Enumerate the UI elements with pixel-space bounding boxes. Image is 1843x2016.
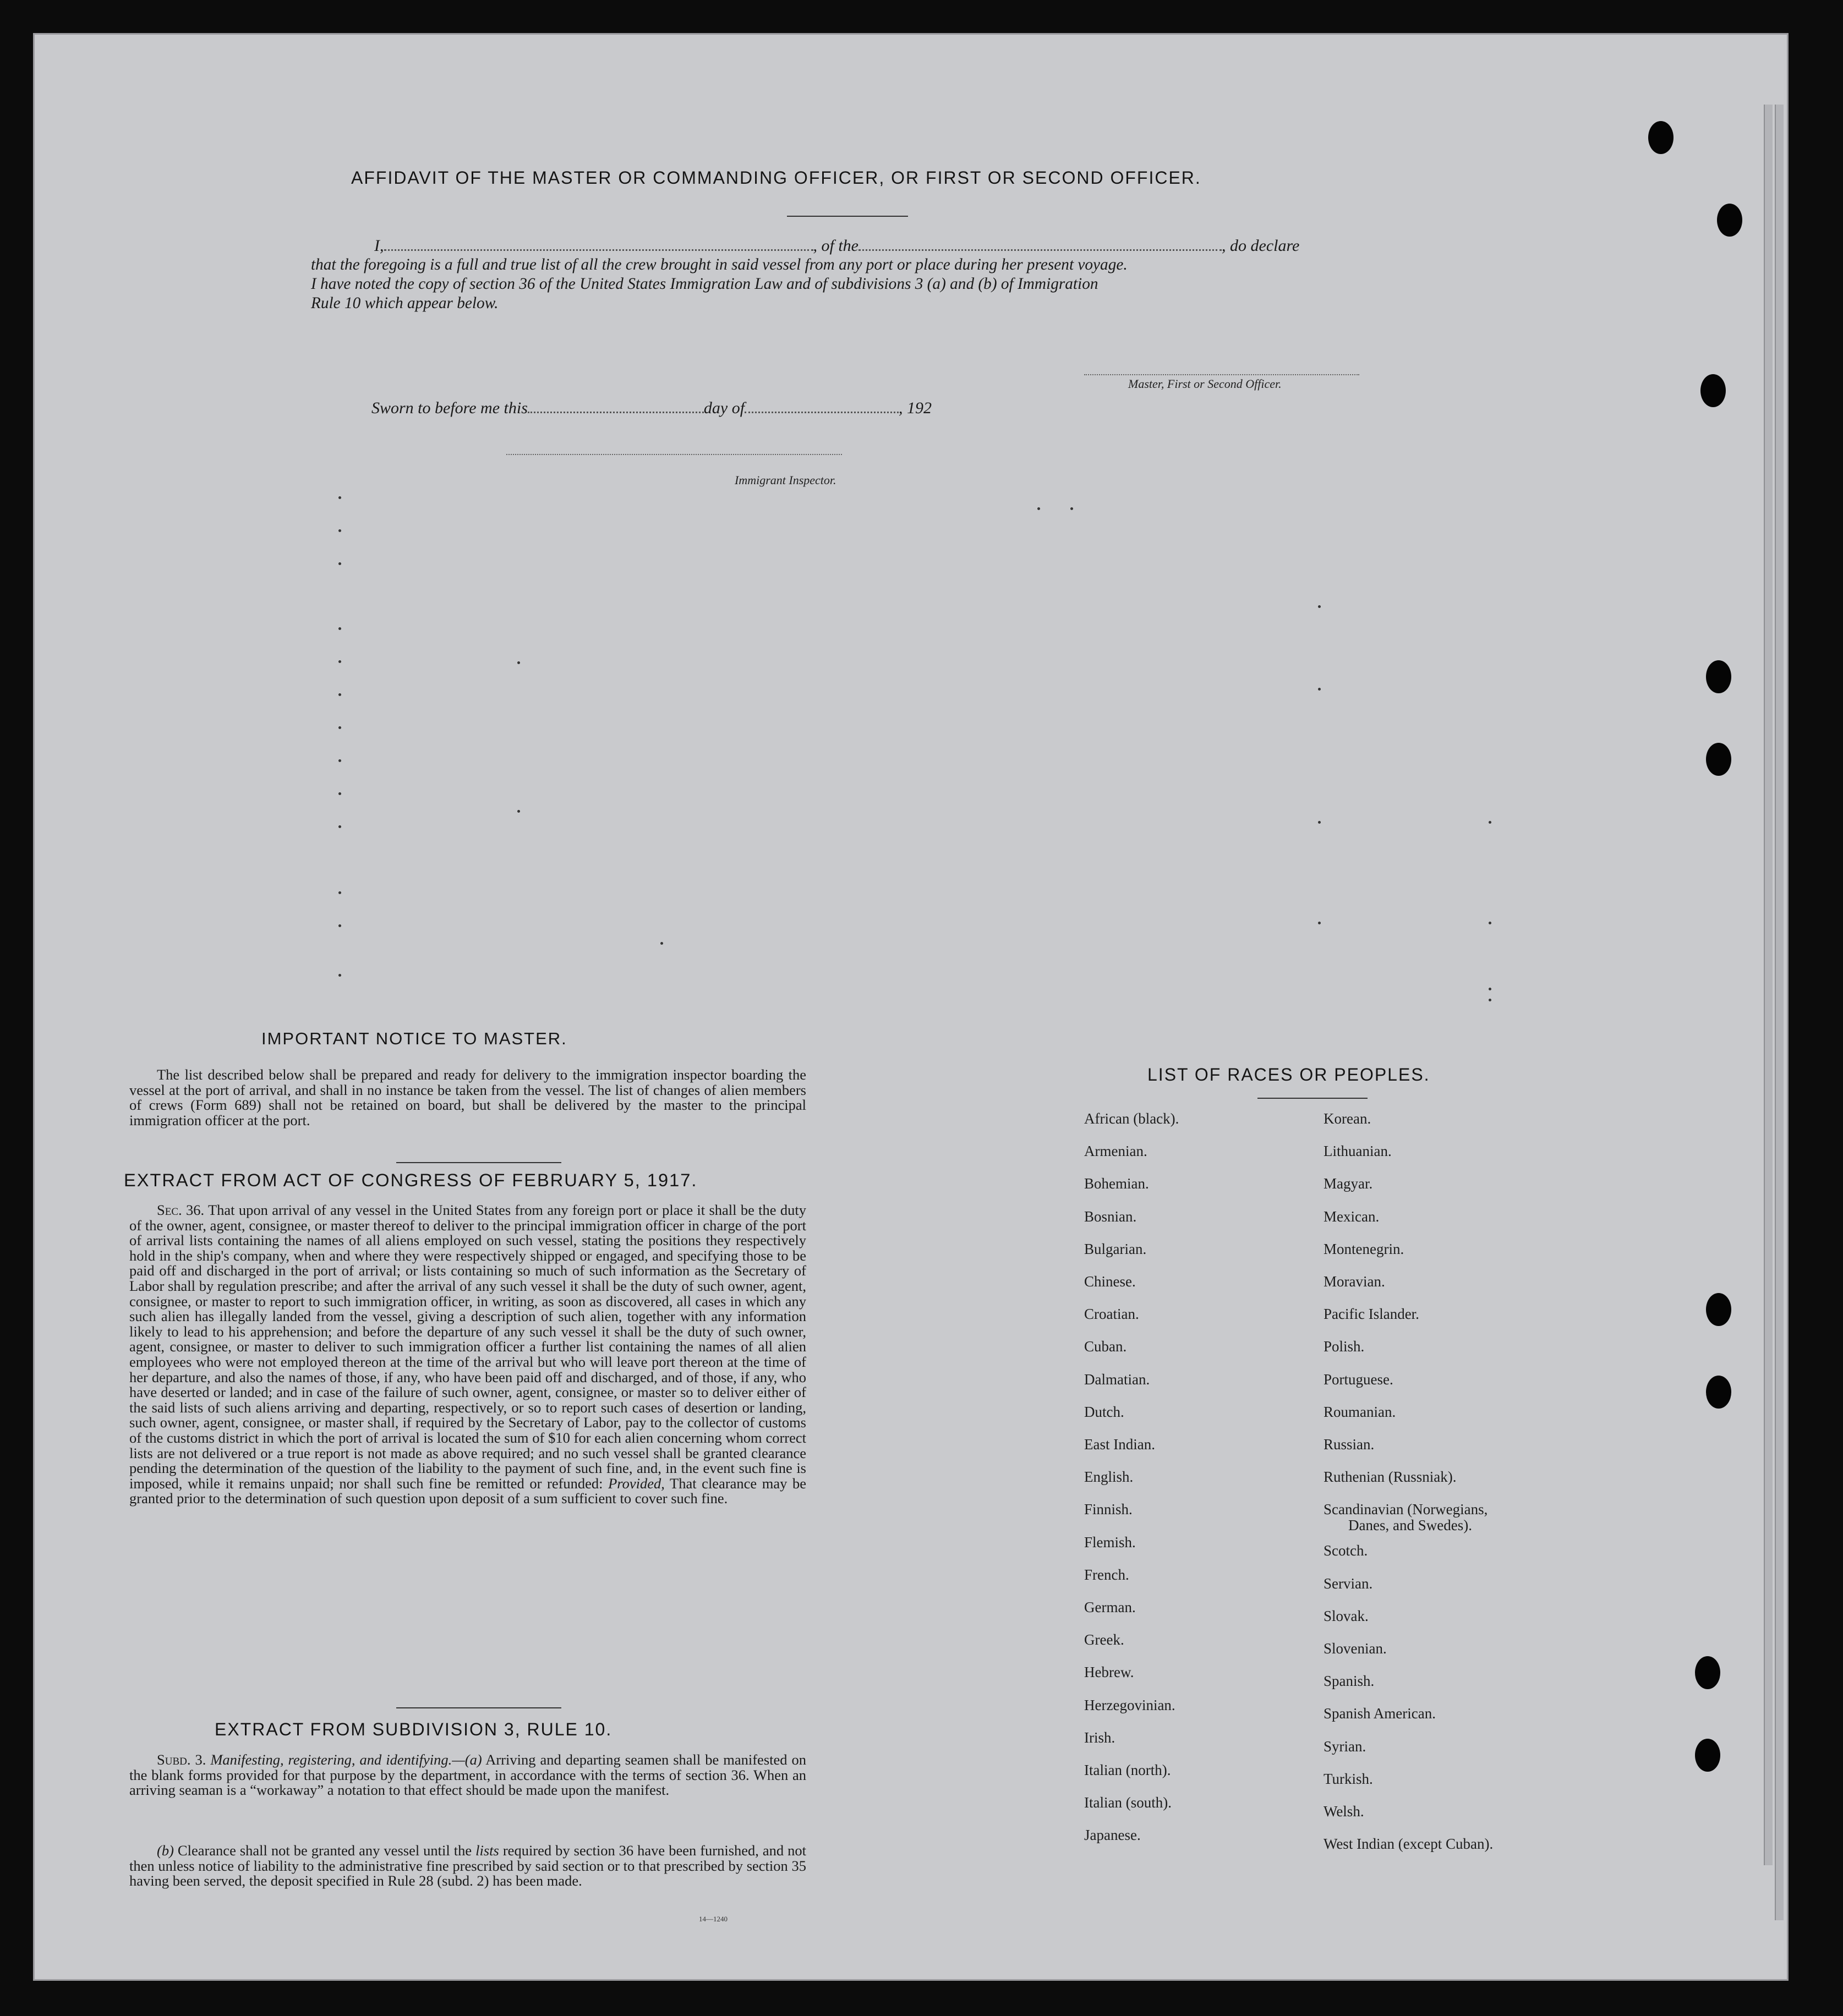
race-item: Hebrew. [1084, 1664, 1134, 1681]
affidavit-line1-end: , do declare [1222, 237, 1300, 255]
act-title: EXTRACT FROM ACT OF CONGRESS OF FEBRUARY 5, 1917. [124, 1170, 698, 1190]
race-item: Ruthenian (Russniak). [1324, 1469, 1457, 1486]
binding-hole-icon [1648, 121, 1674, 154]
name-blank[interactable] [384, 237, 813, 251]
rule-subd-label: Subd. 3. [157, 1751, 206, 1768]
sworn-middle: day of [703, 399, 745, 417]
race-item: Welsh. [1324, 1803, 1364, 1820]
race-item: Slovak. [1324, 1607, 1369, 1624]
divider [1257, 1098, 1368, 1099]
ink-dot [338, 759, 341, 762]
notice-title: IMPORTANT NOTICE TO MASTER. [261, 1029, 567, 1048]
ink-dot [1489, 922, 1491, 924]
race-item: Scandinavian (Norwegians, [1324, 1501, 1488, 1518]
ink-dot [338, 792, 341, 795]
race-item: Irish. [1084, 1729, 1115, 1746]
page-edge [1775, 105, 1784, 1920]
race-item: Spanish American. [1324, 1705, 1436, 1722]
rule-text-a-body: Arriving and departing seamen shall be manifested on the blank forms provided for that purpose by the department, in accordance with the terms of section 36. When an arriving seaman is a “workaway” a notation to that effect should be made upon the manifest. [129, 1751, 806, 1799]
ink-dot [338, 891, 341, 894]
race-item: African (black). [1084, 1110, 1179, 1127]
rule-title: EXTRACT FROM SUBDIVISION 3, RULE 10. [215, 1719, 612, 1739]
race-item: Polish. [1324, 1338, 1365, 1355]
binding-hole-icon [1706, 660, 1731, 693]
race-item: Portuguese. [1324, 1371, 1393, 1388]
race-item: Chinese. [1084, 1273, 1136, 1290]
ink-dot [338, 726, 341, 729]
signature-line[interactable] [1084, 374, 1359, 375]
race-item: Japanese. [1084, 1827, 1141, 1844]
manifest-page [33, 33, 1789, 1981]
ink-dot [1037, 507, 1040, 510]
divider [396, 1707, 561, 1708]
vessel-blank[interactable] [858, 237, 1222, 251]
race-item: Flemish. [1084, 1533, 1136, 1551]
binding-hole-icon [1700, 374, 1726, 407]
race-item: Pacific Islander. [1324, 1306, 1419, 1323]
ink-dot [1489, 821, 1491, 824]
ink-dot [1318, 605, 1321, 608]
ink-dot [1318, 688, 1321, 691]
ink-dot [1489, 999, 1491, 1001]
master-caption: Master, First or Second Officer. [1128, 377, 1282, 391]
race-item: Cuban. [1084, 1338, 1127, 1355]
act-body: That upon arrival of any vessel in the United States from any foreign port or place it shall be the duty of the owner, agent, consignee, or master thereof to deliver to the principal immigration officer in charge of the port of arrival lists containing the names of all aliens employed on such vessel, stating the positions they respectively hold in the ship's company, when and where they were respectively shipped or engaged, and specifying those to be paid off and discharged in the port of arrival; or lists containing so much of such information as the Secretary of Labor shall by regulation prescribe; and after the arrival of any such vessel it shall be the duty of such owner, agent, consignee, or master to report to such immigration officer, in writing, as soon as discovered, all cases in which any such alien has illegally landed from the vessel, giving a description of such alien, together with any information likely to lead to his apprehension; and before the departure of any such vessel it shall be the duty of such owner, agent, consignee, or master to deliver to such immigration officer a further list containing the names of all alien employees who were not employed thereon at the time of the arrival but who will leave port thereon at the time of her departure, and also the names of those, if any, who have been paid off and discharged, and of those, if any, who have deserted or landed; and in case of the failure of such owner, agent, consignee, or master so to deliver either of the said lists of such aliens arriving and departing, respectively, or so to report such cases of desertion or landing, such owner, agent, consignee, or master shall, if required by the Secretary of Labor, pay to the collector of customs of the customs district in which the port of arrival is located the sum of $10 for each alien concerning whom correct lists are not delivered or a true report is not made as above required; and no such vessel shall be granted clearance pending the determination of the question of the liability to the payment of such fine, and, in the event such fine is imposed, while it remains unpaid; nor shall such fine be remitted or refunded: [129, 1202, 806, 1492]
ink-dot [338, 562, 341, 565]
affidavit-line-3: I have noted the copy of section 36 of the United States Immigration Law and of subdivisions 3 (a) and (b) of Immigration [311, 275, 1098, 293]
binding-hole-icon [1717, 204, 1742, 237]
ink-dot [660, 942, 663, 945]
page-edge [1764, 105, 1773, 1865]
inspector-signature-line[interactable] [506, 454, 842, 455]
race-item: Turkish. [1324, 1770, 1373, 1787]
binding-hole-icon [1695, 1656, 1720, 1689]
affidavit-line-4: Rule 10 which appear below. [311, 294, 499, 312]
act-body-end: That clearance may be granted prior to the determination of such question upon deposit of a sum sufficient to cover such fine. [129, 1475, 807, 1507]
day-blank[interactable] [528, 399, 704, 413]
race-item: Lithuanian. [1324, 1143, 1392, 1160]
inspector-caption: Immigrant Inspector. [735, 473, 836, 487]
race-item: East Indian. [1084, 1436, 1155, 1453]
ink-dot [517, 661, 520, 664]
ink-dot [1318, 821, 1321, 824]
race-item: Italian (south). [1084, 1794, 1172, 1811]
act-provided: Provided, [608, 1475, 665, 1492]
race-item: Bosnian. [1084, 1208, 1137, 1225]
race-item: Roumanian. [1324, 1403, 1396, 1420]
race-item: Dalmatian. [1084, 1371, 1150, 1388]
race-item: Servian. [1324, 1575, 1373, 1592]
rule-subd-heading: Manifesting, registering, and identifying.—(a) [210, 1751, 482, 1768]
race-item: Danes, and Swedes). [1348, 1517, 1472, 1534]
rule-text-b2: required by section 36 have been furnished, and not then unless notice of liability to the administrative fine prescribed by said section or to that prescribed by section 35 having been served, the deposit specified in Rule 28 (subd. 2) has been made. [129, 1842, 807, 1889]
race-item: Dutch. [1084, 1403, 1124, 1420]
ink-dot [1318, 922, 1321, 924]
race-item: Moravian. [1324, 1273, 1385, 1290]
affidavit-line1-middle: , of the [813, 237, 858, 255]
rule-text-b [129, 1843, 806, 1889]
race-item: Croatian. [1084, 1306, 1139, 1323]
race-item: Armenian. [1084, 1143, 1147, 1160]
rule-text-a [129, 1752, 806, 1798]
sworn-line [371, 399, 932, 418]
rule-lists-word: lists [475, 1842, 499, 1859]
ink-dot [338, 974, 341, 977]
sworn-end: , 192 [899, 399, 932, 417]
affidavit-title: AFFIDAVIT OF THE MASTER OR COMMANDING OFFICER, OR FIRST OR SECOND OFFICER. [351, 168, 1201, 188]
binding-hole-icon [1695, 1739, 1720, 1772]
sworn-start: Sworn to before me this [371, 399, 528, 417]
ink-dot [1070, 507, 1073, 510]
rule-b-label: (b) [157, 1842, 174, 1859]
race-item: Finnish. [1084, 1501, 1133, 1518]
race-item: Mexican. [1324, 1208, 1380, 1225]
race-item: Greek. [1084, 1631, 1124, 1648]
form-number: 14—1240 [699, 1915, 728, 1923]
race-item: Herzegovinian. [1084, 1696, 1175, 1713]
race-item: English. [1084, 1469, 1134, 1486]
month-blank[interactable] [745, 399, 899, 413]
ink-dot [517, 810, 520, 813]
divider [396, 1162, 561, 1163]
race-item: West Indian (except Cuban). [1324, 1836, 1494, 1853]
race-item: Russian. [1324, 1436, 1375, 1453]
race-item: Korean. [1324, 1110, 1371, 1127]
race-item: Syrian. [1324, 1738, 1366, 1755]
race-item: Magyar. [1324, 1175, 1373, 1192]
ink-dot [338, 496, 341, 499]
ink-dot [1489, 988, 1491, 990]
divider [787, 216, 908, 217]
ink-dot [338, 529, 341, 532]
race-item: Scotch. [1324, 1542, 1368, 1559]
race-item: Italian (north). [1084, 1762, 1171, 1778]
races-title: LIST OF RACES OR PEOPLES. [1147, 1065, 1430, 1084]
race-item: Bohemian. [1084, 1175, 1149, 1192]
ink-dot [338, 825, 341, 828]
race-item: Bulgarian. [1084, 1240, 1147, 1257]
race-item: Spanish. [1324, 1673, 1375, 1690]
binding-hole-icon [1706, 743, 1731, 776]
ink-dot [338, 660, 341, 663]
race-item: Slovenian. [1324, 1640, 1387, 1657]
ink-dot [338, 693, 341, 696]
ink-dot [338, 924, 341, 927]
act-text [129, 1203, 806, 1506]
rule-text-b1: Clearance shall not be granted any vessel until the [177, 1842, 472, 1859]
binding-hole-icon [1706, 1293, 1731, 1326]
race-item: German. [1084, 1599, 1136, 1615]
affidavit-line1-start: I, [374, 237, 384, 255]
affidavit-line-1 [374, 237, 1299, 255]
act-section-label: Sec. 36. [157, 1202, 205, 1218]
affidavit-line-2: that the foregoing is a full and true list of all the crew brought in said vessel from any port or place during her present voyage. [311, 256, 1128, 273]
race-item: Montenegrin. [1324, 1240, 1404, 1257]
binding-hole-icon [1706, 1376, 1731, 1409]
race-item: French. [1084, 1566, 1129, 1583]
ink-dot [338, 627, 341, 630]
notice-text: The list described below shall be prepared and ready for delivery to the immigration inspector boarding the vessel at the port of arrival, and shall in no instance be taken from the vessel. The list of changes of alien members of crews (Form 689) shall not be retained on board, but shall be delivered by the master to the principal immigration officer at the port. [129, 1066, 806, 1128]
